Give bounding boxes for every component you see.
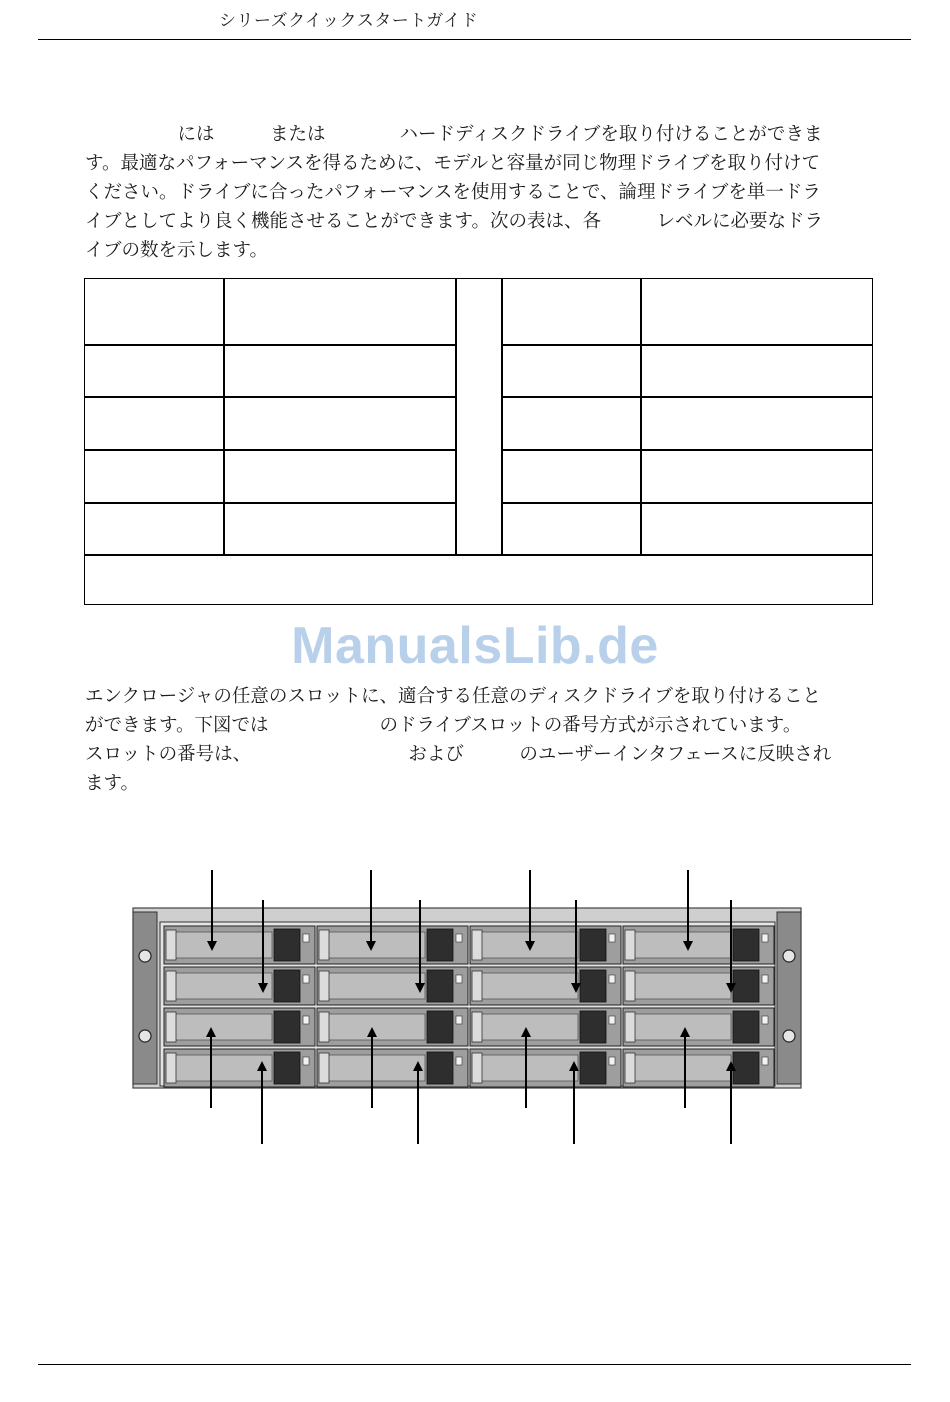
paragraph-line: ください。ドライブに合ったパフォーマンスを使用することで、論理ドライブを単一ドラ xyxy=(85,182,821,203)
drive-led-icon xyxy=(303,1057,309,1065)
intro-paragraph xyxy=(85,120,911,265)
paragraph-line: す。最適なパフォーマンスを得るために、モデルと容量が同じ物理ドライブを取り付けて xyxy=(85,153,821,174)
drive-led-icon xyxy=(762,1057,768,1065)
drive-latch xyxy=(166,930,176,960)
drive-led-icon xyxy=(762,934,768,942)
drive-latch xyxy=(472,1053,482,1083)
drive-handle xyxy=(580,970,606,1002)
mount-screw-icon xyxy=(783,950,795,962)
drive-latch xyxy=(319,930,329,960)
drive-led-icon xyxy=(609,975,615,983)
drive-led-icon xyxy=(303,934,309,942)
drive-latch xyxy=(319,1053,329,1083)
drive-latch xyxy=(625,1053,635,1083)
drive-latch xyxy=(472,971,482,1001)
drive-handle xyxy=(580,1011,606,1043)
drive-led-icon xyxy=(762,975,768,983)
drive-carrier xyxy=(325,1055,425,1081)
drive-carrier xyxy=(631,973,731,999)
drive-led-icon xyxy=(456,1016,462,1024)
drive-handle xyxy=(427,1052,453,1084)
drive-latch xyxy=(625,971,635,1001)
paragraph-line: イブとしてより良く機能させることができます。次の表は、各 レベルに必要なドラ xyxy=(85,211,823,232)
table-footer-divider xyxy=(85,554,873,556)
drive-carrier xyxy=(631,932,731,958)
drive-carrier xyxy=(631,1014,731,1040)
drive-carrier xyxy=(325,1014,425,1040)
watermark: ManualsLib.de xyxy=(291,617,659,675)
mount-screw-icon xyxy=(139,950,151,962)
paragraph-line: には または ハードディスクドライブを取り付けることができま xyxy=(85,124,823,145)
mount-screw-icon xyxy=(783,1030,795,1042)
table-column-divider xyxy=(501,279,503,555)
drive-handle xyxy=(274,1052,300,1084)
drive-carrier xyxy=(478,973,578,999)
drive-handle xyxy=(427,1011,453,1043)
enclosure-figure xyxy=(0,860,950,1160)
drive-latch xyxy=(166,971,176,1001)
drive-carrier xyxy=(172,932,272,958)
drive-carrier xyxy=(172,1055,272,1081)
drive-led-icon xyxy=(303,975,309,983)
drive-carrier xyxy=(325,932,425,958)
drive-handle xyxy=(427,970,453,1002)
table-column-divider xyxy=(455,279,457,555)
drive-led-icon xyxy=(456,934,462,942)
drive-carrier xyxy=(172,973,272,999)
drive-handle xyxy=(274,1011,300,1043)
drive-handle xyxy=(427,929,453,961)
table-row-divider xyxy=(501,449,873,451)
footer-rule xyxy=(38,1364,911,1365)
table-row-divider xyxy=(85,502,456,504)
drive-led-icon xyxy=(609,1016,615,1024)
drive-carrier xyxy=(478,1055,578,1081)
page-header-title: シリーズクイックスタートガイド xyxy=(219,11,479,31)
drive-led-icon xyxy=(303,1016,309,1024)
slot-paragraph xyxy=(85,682,911,798)
drive-led-icon xyxy=(456,975,462,983)
drive-handle xyxy=(733,1052,759,1084)
drive-latch xyxy=(625,1012,635,1042)
table-column-divider xyxy=(223,279,225,555)
drive-handle xyxy=(274,929,300,961)
paragraph-line: エンクロージャの任意のスロットに、適合する任意のディスクドライブを取り付けること xyxy=(85,686,821,707)
drive-carrier xyxy=(172,1014,272,1040)
drive-carrier xyxy=(478,1014,578,1040)
enclosure-diagram xyxy=(0,860,950,1160)
paragraph-line: イブの数を示します。 xyxy=(85,240,268,261)
table-column-divider xyxy=(640,279,642,555)
drive-carrier xyxy=(631,1055,731,1081)
table-row-divider xyxy=(85,449,456,451)
drive-latch xyxy=(472,930,482,960)
header-rule xyxy=(38,39,911,40)
raid-drive-table xyxy=(84,278,873,605)
table-row-divider xyxy=(85,396,456,398)
drive-latch xyxy=(319,971,329,1001)
table-row-divider xyxy=(501,502,873,504)
mount-screw-icon xyxy=(139,1030,151,1042)
drive-handle xyxy=(733,929,759,961)
drive-latch xyxy=(166,1012,176,1042)
drive-handle xyxy=(274,970,300,1002)
drive-led-icon xyxy=(609,934,615,942)
drive-latch xyxy=(472,1012,482,1042)
drive-carrier xyxy=(325,973,425,999)
drive-led-icon xyxy=(762,1016,768,1024)
drive-led-icon xyxy=(609,1057,615,1065)
table-row-divider xyxy=(501,396,873,398)
paragraph-line: スロットの番号は、 および のユーザーインタフェースに反映され xyxy=(85,744,832,765)
drive-led-icon xyxy=(456,1057,462,1065)
drive-latch xyxy=(166,1053,176,1083)
drive-carrier xyxy=(478,932,578,958)
drive-handle xyxy=(580,1052,606,1084)
drive-handle xyxy=(733,970,759,1002)
drive-latch xyxy=(625,930,635,960)
drive-handle xyxy=(580,929,606,961)
drive-handle xyxy=(733,1011,759,1043)
left-ear xyxy=(133,912,157,1084)
table-row-divider xyxy=(85,344,456,346)
right-ear xyxy=(777,912,801,1084)
drive-latch xyxy=(319,1012,329,1042)
table-row-divider xyxy=(501,344,873,346)
paragraph-line: ます。 xyxy=(85,773,140,794)
paragraph-line: ができます。下図では のドライブスロットの番号方式が示されています。 xyxy=(85,715,802,736)
